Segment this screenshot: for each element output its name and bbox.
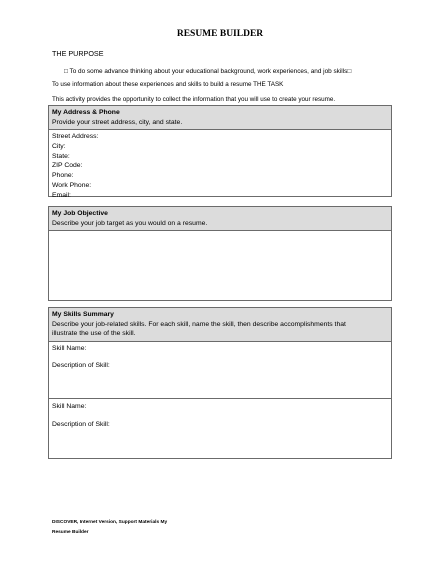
skill-1-description-label: Description of Skill:	[52, 362, 110, 370]
address-section-heading: My Address & Phone	[52, 109, 120, 116]
skill-1-name-label: Skill Name:	[52, 344, 87, 352]
skills-section-heading: My Skills Summary	[52, 311, 114, 318]
skills-section-instruction-1: Describe your job-related skills. For each skill, name the skill, then describe accomplishments that	[52, 320, 346, 328]
objective-section-header	[49, 207, 391, 231]
skills-section	[48, 307, 392, 459]
work-phone-field[interactable]: Work Phone:	[52, 181, 92, 189]
activity-line: This activity provides the opportunity to collect the information that you will use to create your resume.	[52, 96, 336, 103]
address-section	[48, 105, 392, 197]
email-field[interactable]: Email:	[52, 191, 71, 199]
objective-section-heading: My Job Objective	[52, 210, 108, 217]
address-section-instruction: Provide your street address, city, and state.	[52, 118, 183, 126]
city-field[interactable]: City:	[52, 142, 66, 150]
skills-section-instruction-2: illustrate the use of the skill.	[52, 330, 136, 337]
skill-2-name-label: Skill Name:	[52, 403, 87, 410]
purpose-heading: THE PURPOSE	[52, 49, 104, 58]
zip-code-field[interactable]: ZIP Code:	[52, 162, 83, 170]
skill-2-area[interactable]	[49, 400, 113, 432]
skills-divider	[49, 398, 391, 399]
objective-input-area[interactable]	[49, 231, 391, 235]
skills-section-header	[49, 308, 391, 342]
objective-section	[48, 206, 392, 301]
footer-line-1: DISCOVER, Internet Version, Support Materials My	[52, 520, 168, 525]
purpose-bullet: □ To do some advance thinking about your educational background, work experiences, and job skills□	[64, 68, 352, 75]
objective-section-instruction: Describe your job target as you would on a resume.	[52, 219, 208, 227]
street-address-field[interactable]: Street Address:	[52, 133, 99, 140]
task-line: To use information about these experiences and skills to build a resume THE TASK	[52, 81, 284, 88]
phone-field[interactable]: Phone:	[52, 172, 74, 180]
address-section-header	[49, 106, 391, 130]
footer	[52, 518, 167, 538]
address-fields[interactable]	[49, 130, 391, 203]
footer-line-2: Resume Builder	[52, 530, 89, 535]
skill-2-description-label: Description of Skill:	[52, 420, 110, 428]
skill-1-area[interactable]	[49, 342, 391, 403]
state-field[interactable]: State:	[52, 152, 70, 160]
page-title: RESUME BUILDER	[176, 29, 264, 39]
